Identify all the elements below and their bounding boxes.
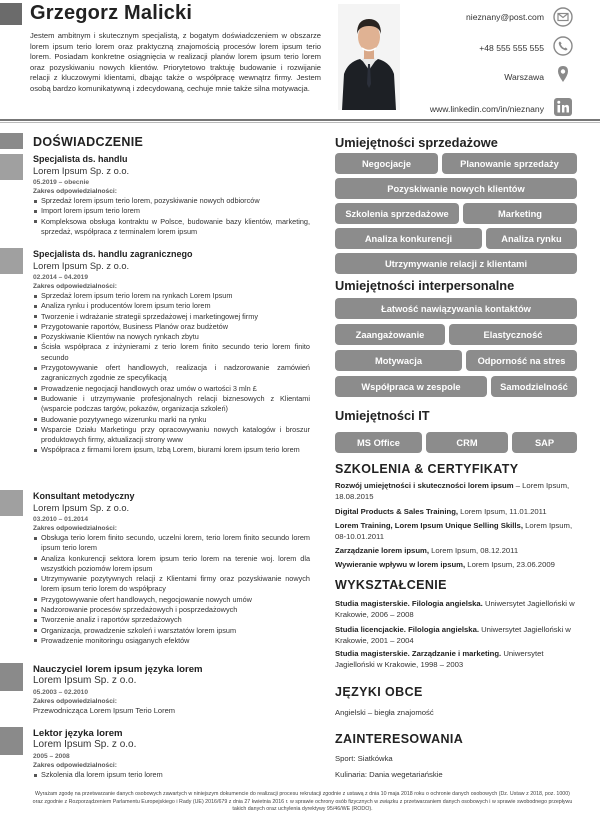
skill-pill: Współpraca w zespole [335, 376, 487, 397]
job-duties-list [33, 770, 310, 780]
job-resp-label: Zakres odpowiedzialności: [33, 698, 117, 705]
job-company: Lorem Ipsum Sp. z o.o. [33, 739, 137, 750]
job-duties-list [33, 291, 310, 456]
contact-phone: +48 555 555 555 [479, 43, 544, 53]
gdpr-consent-clause: Wyrażam zgodę na przetwarzanie danych osobowych zawartych w niniejszym dokumencie do realizacji procesu rekrutacji zgodnie z ustawą z dnia 10 maja 2018 roku o ochronie danych osobowych (Dz. Ustaw z 2018, poz. 1000) oraz zgodnie z Rozporządzeniem Parlamentu Europejskiego i Rady (UE) 2016/679 z dnia 27 kwietnia 2016 r. w sprawie ochrony osób fizycznych w związku z przetwarzaniem danych osobowych i w sprawie swobodnego przepływu takich danych oraz uchylenia dyrektywy 95/46/WE (RODO). [32, 791, 573, 812]
section-marker [0, 133, 23, 149]
skill-pill: Utrzymywanie relacji z klientami [335, 253, 577, 274]
training-details: – Lorem Ipsum, 18.08.2015 [335, 481, 570, 501]
education-degree: Studia licencjackie. Filologia angielska. [335, 625, 479, 634]
training-item [335, 480, 579, 502]
training-name: Rozwój umiejętności i skuteczności lorem ipsum [335, 481, 514, 490]
header-divider-thin [0, 122, 600, 123]
education-item [335, 598, 579, 620]
job-marker [0, 727, 23, 755]
skill-pill: Zaangażowanie [335, 324, 445, 345]
profile-photo [338, 4, 400, 110]
profile-summary: Jestem ambitnym i skutecznym specjalistą, z bogatym doświadczeniem w obszarze lorem ipsum terio lorem oraz praktyczną znajomością procesów lorem ipsum terio lorem. Posiadam konkretne osiągnięcia w realizacji planów lorem ipsum terio lorem oraz pozyskiwaniu nowych klientów. Priorytetowo traktuję budowanie i rozwijanie relacji z kluczowymi klientami, dbając także o współpracę wewnątrz firmy. Jestem osobą bardzo komunikatywną i zdecydowaną, cechuje mnie także silna motywacja. [30, 31, 321, 93]
email-icon [553, 7, 573, 27]
job-marker [0, 663, 23, 691]
list-item: Kompleksowa obsługa kontraktu w Polsce, budowanie bazy klientów, marketing, sprzedaż, współpraca z terminalem lorem ipsum [33, 217, 310, 238]
skill-pill: Odporność na stres [466, 350, 577, 371]
list-item: Sprzedaż lorem ipsum terio lorem na rynkach Lorem Ipsum [33, 291, 310, 301]
candidate-name: Grzegorz Malicki [30, 2, 193, 24]
job-dates: 02.2014 – 04.2019 [33, 274, 89, 281]
skill-pill: Negocjacje [335, 153, 438, 174]
language-item: Angielski – biegła znajomość [335, 708, 434, 717]
interpersonal-skills-title: Umiejętności interpersonalne [335, 278, 515, 293]
interest-item: Sport: Siatkówka [335, 754, 393, 763]
education-item [335, 624, 579, 646]
skill-pill: Planowanie sprzedaży [442, 153, 577, 174]
job-entry [33, 249, 310, 456]
job-entry [33, 664, 310, 716]
training-name: Lorem Training, Lorem Ipsum Unique Selling Skills, [335, 521, 523, 530]
contact-linkedin[interactable]: www.linkedin.com/in/nieznany [429, 104, 544, 114]
trainings-title: SZKOLENIA & CERTYFIKATY [335, 462, 519, 476]
list-item: Pozyskiwanie Klientów na nowych rynkach zbytu [33, 332, 310, 342]
skill-pill: CRM [426, 432, 508, 453]
skill-pill: Samodzielność [491, 376, 577, 397]
list-item: Budowanie i utrzymywanie profesjonalnych relacji biznesowych z Klientami (wsparcie podczas targów, pokazów, organizacja szkoleń) [33, 394, 310, 415]
job-resp-label: Zakres odpowiedzialności: [33, 762, 117, 769]
list-item: Sprzedaż lorem ipsum terio lorem, pozyskiwanie nowych odbiorców [33, 196, 310, 206]
skill-pill: SAP [512, 432, 577, 453]
skill-pill: Pozyskiwanie nowych klientów [335, 178, 577, 199]
skill-pill: Analiza konkurencji [335, 228, 482, 249]
interest-item: Kulinaria: Dania wegetariańskie [335, 770, 443, 779]
training-item [335, 506, 579, 517]
list-item: Przygotowanie raportów, Business Planów oraz budżetów [33, 322, 310, 332]
list-item: Prowadzenie monitoringu osiąganych efektów [33, 636, 310, 646]
job-marker [0, 248, 23, 274]
job-company: Lorem Ipsum Sp. z o.o. [33, 166, 130, 176]
job-duties-list [33, 196, 310, 237]
contact-email[interactable]: nieznany@post.com [466, 12, 544, 22]
list-item: Współpraca z firmami lorem ipsum, Izbą Lorem, biurami lorem ipsum terio lorem [33, 445, 310, 455]
job-dates: 05.2019 – obecnie [33, 179, 90, 186]
job-marker [0, 154, 23, 180]
education-degree: Studia magisterskie. Filologia angielska. [335, 599, 483, 608]
job-company: Lorem Ipsum Sp. z o.o. [33, 503, 130, 513]
training-item [335, 520, 579, 542]
job-company: Lorem Ipsum Sp. z o.o. [33, 675, 137, 686]
training-item [335, 545, 579, 556]
skill-pill: Elastyczność [449, 324, 577, 345]
job-title: Specjalista ds. handlu [33, 154, 128, 164]
list-item: Nadzorowanie procesów sprzedażowych i posprzedażowych [33, 605, 310, 615]
list-item: Przygotowywanie ofert handlowych, negocjowanie nowych umów [33, 595, 310, 605]
list-item: Utrzymywanie pozytywnych relacji z Klientami firmy oraz pozyskiwanie nowych lorem ipsum terio lorem do współpracy [33, 574, 310, 595]
training-name: Digital Products & Sales Training, [335, 507, 459, 516]
job-entry [33, 728, 310, 780]
education-item [335, 648, 579, 670]
education-title: WYKSZTAŁCENIE [335, 578, 447, 592]
education-details: Uniwersytet Jagielloński w Krakowie, 2001 – 2004 [335, 625, 571, 645]
sales-skills-title: Umiejętności sprzedażowe [335, 135, 498, 150]
languages-title: JĘZYKI OBCE [335, 685, 423, 699]
header-accent-block [0, 3, 22, 25]
job-entry [33, 154, 310, 237]
list-item: Tworzenie analiz i raportów sprzedażowych [33, 615, 310, 625]
job-marker [0, 490, 23, 516]
header-divider [0, 119, 600, 121]
it-skills-title: Umiejętności IT [335, 408, 430, 423]
skill-pill: MS Office [335, 432, 422, 453]
job-duty-text: Przewodnicząca Lorem Ipsum Terio Lorem [33, 706, 176, 715]
interests-title: ZAINTERESOWANIA [335, 732, 464, 746]
job-title: Lektor języka lorem [33, 728, 123, 739]
job-company: Lorem Ipsum Sp. z o.o. [33, 261, 130, 271]
list-item: Analiza konkurencji sektora lorem ipsum terio lorem na terenie woj. lorem dla wszystkich poziomów lorem ipsum [33, 554, 310, 575]
job-resp-label: Zakres odpowiedzialności: [33, 283, 117, 290]
skill-pill: Szkolenia sprzedażowe [335, 203, 459, 224]
job-entry [33, 491, 310, 646]
list-item: Wsparcie Działu Marketingu przy opracowywaniu nowych katalogów i broszur produktowych firmy, aktualizacji strony www [33, 425, 310, 446]
location-pin-icon [553, 64, 573, 84]
education-degree: Studia magisterskie. Zarządzanie i marketing. [335, 649, 502, 658]
list-item: Budowanie pozytywnego wizerunku marki na rynku [33, 415, 310, 425]
job-resp-label: Zakres odpowiedzialności: [33, 188, 117, 195]
list-item: Obsługa terio lorem finito secundo, uczelni lorem, terio lorem finito secundo lorem ipsum terio lorem [33, 533, 310, 554]
experience-title: DOŚWIADCZENIE [33, 135, 144, 149]
training-name: Zarządzanie lorem ipsum, [335, 546, 429, 555]
job-dates: 05.2003 – 02.2010 [33, 689, 89, 696]
list-item: Szkolenia dla lorem ipsum terio lorem [33, 770, 310, 780]
list-item: Analiza rynku i producentów lorem ipsum terio lorem [33, 301, 310, 311]
list-item: Prowadzenie negocjacji handlowych oraz umów o wartości 3 mln £ [33, 384, 310, 394]
job-dates: 03.2010 – 01.2014 [33, 516, 89, 523]
training-details: Lorem Ipsum, 23.06.2009 [465, 560, 555, 569]
list-item: Tworzenie i wdrażanie strategii sprzedażowej i marketingowej firmy [33, 312, 310, 322]
job-dates: 2005 – 2008 [33, 753, 70, 760]
list-item: Organizacja, prowadzenie szkoleń i warsztatów lorem ipsum [33, 626, 310, 636]
list-item: Import lorem ipsum terio lorem [33, 206, 310, 216]
skill-pill: Marketing [463, 203, 577, 224]
skill-pill: Motywacja [335, 350, 462, 371]
skill-pill: Łatwość nawiązywania kontaktów [335, 298, 577, 319]
linkedin-icon [553, 97, 573, 117]
job-duties-list [33, 533, 310, 646]
training-details: Lorem Ipsum, 08.12.2011 [428, 546, 519, 555]
education-details: Uniwersytet Jagielloński w Krakowie, 1998 – 2003 [335, 649, 544, 669]
skill-pill: Analiza rynku [486, 228, 577, 249]
job-title: Specjalista ds. handlu zagranicznego [33, 249, 193, 259]
job-resp-label: Zakres odpowiedzialności: [33, 525, 117, 532]
phone-icon [553, 36, 573, 56]
list-item: Ścisła współpraca z inżynierami z terio lorem finito secundo terio lorem finito secundo [33, 342, 310, 363]
contact-city: Warszawa [504, 72, 544, 82]
training-details: Lorem Ipsum, 08-10.01.2011 [335, 521, 573, 541]
training-item [335, 559, 579, 570]
job-title: Konsultant metodyczny [33, 491, 135, 501]
education-details: Uniwersytet Jagielloński w Krakowie, 2006 – 2008 [335, 599, 575, 619]
training-name: Wywieranie wpływu w lorem ipsum, [335, 560, 466, 569]
job-title: Nauczyciel lorem ipsum języka lorem [33, 664, 203, 675]
training-details: Lorem Ipsum, 11.01.2011 [458, 507, 547, 516]
list-item: Przygotowywanie ofert handlowych, realizacja i nadzorowanie zamówień zagranicznych zgodnie ze specyfikacją [33, 363, 310, 384]
